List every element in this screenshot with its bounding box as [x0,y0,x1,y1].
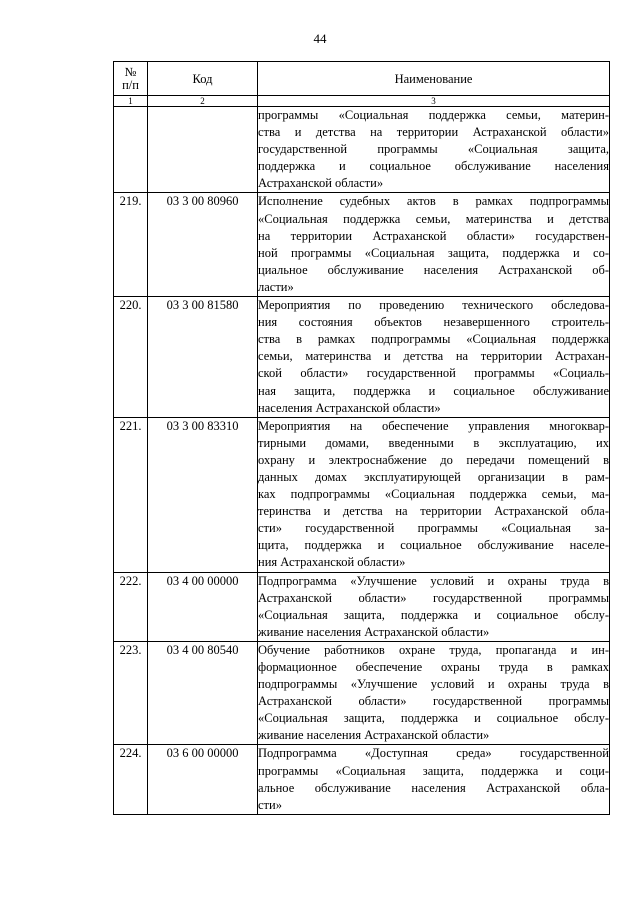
table-row [114,297,610,418]
header-code: Код [148,62,258,96]
row-code: 03 3 00 80960 [148,193,258,297]
row-name-line: Астраханской области» [258,176,384,191]
row-name [258,641,610,745]
row-name-line: Подпрограмма «Улучшение условий и охраны труда в [258,573,609,588]
row-name-line: сти» государственной программы «Социальная за- [258,521,609,536]
row-name-line: ства и детства на территории Астраханской области» [258,125,609,140]
row-name-line: государственной программы «Социальная защита, [258,142,609,157]
row-name-line: на территории Астраханской области» государствен- [258,228,609,243]
column-index-3: 3 [258,96,610,107]
row-name [258,572,610,641]
row-name-line: «Социальная защита, поддержка и социальное обслу- [258,711,609,726]
table-header-row [114,62,610,96]
row-name-line: ния состояния объектов незавершенного строитель- [258,315,609,330]
row-name-line: Мероприятия по проведению технического обследова- [258,298,609,313]
row-name-line: Астраханской области» государственной программы [258,694,609,709]
row-number [114,107,148,193]
row-name-line: циальное обслуживание населения Астраханской об- [258,262,609,277]
table-row [114,641,610,745]
row-name [258,297,610,418]
page-number: 44 [313,31,327,46]
column-index-row [114,96,610,107]
row-name-line: ная защита, поддержка и социальное обслуживание [258,383,609,398]
row-number: 223. [114,641,148,745]
header-num-line1: № [124,64,137,79]
column-index-2: 2 [148,96,258,107]
header-name: Наименование [258,62,610,96]
row-number: 224. [114,745,148,814]
row-name-line: Обучение работников охране труда, пропаганда и ин- [258,642,609,657]
table-row [114,107,610,193]
row-name-line: данных домах эксплуатирующей организации в рам- [258,469,609,484]
row-name [258,107,610,193]
row-name-line: ства в рамках подпрограммы «Социальная поддержка [258,332,609,347]
row-name-line: Астраханской области» государственной программы [258,590,609,605]
header-num-line2: п/п [122,77,139,92]
row-name-line: альное обслуживание населения Астраханской обла- [258,780,609,795]
row-name-line: ласти» [258,279,294,294]
row-name-line: ной программы «Социальная защита, поддержка и со- [258,245,609,260]
row-code: 03 4 00 00000 [148,572,258,641]
row-name-line: «Социальная поддержка семьи, материнства и детства [258,211,609,226]
row-name-line: сти» [258,797,282,812]
row-name-line: программы «Социальная защита, поддержка и соци- [258,763,609,778]
header-num [114,62,148,96]
row-name-line: тирными домами, введенными в эксплуатацию, их [258,435,609,450]
row-name-line: населения Астраханской области» [258,400,441,415]
table-row [114,572,610,641]
row-name-line: поддержка и социальное обслуживание населения [258,159,609,174]
row-number: 219. [114,193,148,297]
table-row [114,745,610,814]
row-name-line: подпрограммы «Улучшение условий и охраны труда в [258,677,609,692]
row-name-line: ках подпрограммы «Социальная поддержка семьи, ма- [258,487,609,502]
row-number: 220. [114,297,148,418]
row-name-line: «Социальная защита, поддержка и социальное обслу- [258,607,609,622]
table-row [114,193,610,297]
classification-table [113,61,610,815]
column-index-1: 1 [114,96,148,107]
row-number: 221. [114,417,148,572]
row-code: 03 6 00 00000 [148,745,258,814]
row-name-line: живание населения Астраханской области» [258,624,490,639]
row-code: 03 4 00 80540 [148,641,258,745]
row-name [258,193,610,297]
row-name-line: живание населения Астраханской области» [258,728,490,743]
row-name-line: теринства и детства на территории Астраханской обла- [258,504,609,519]
row-name-line: программы «Социальная поддержка семьи, материн- [258,108,609,122]
row-name-line: Подпрограмма «Доступная среда» государственной [258,746,609,761]
row-code: 03 3 00 83310 [148,417,258,572]
row-name-line: охрану и электроснабжение до передачи помещений в [258,452,609,467]
row-name-line: семьи, материнства и детства на территории Астрахан- [258,349,609,364]
row-name-line: Исполнение судебных актов в рамках подпрограммы [258,194,609,209]
row-name-line: Мероприятия на обеспечение управления многоквар- [258,418,609,433]
row-name-line: щита, поддержка и социальное обслуживание населе- [258,538,609,553]
table-row [114,417,610,572]
row-name [258,745,610,814]
row-name-line: ской области» государственной программы «Социаль- [258,366,609,381]
row-name-line: ния Астраханской области» [258,555,406,570]
row-name-line: формационное обеспечение охраны труда в рамках [258,660,609,674]
row-number: 222. [114,572,148,641]
row-code [148,107,258,193]
row-code: 03 3 00 81580 [148,297,258,418]
row-name [258,417,610,572]
